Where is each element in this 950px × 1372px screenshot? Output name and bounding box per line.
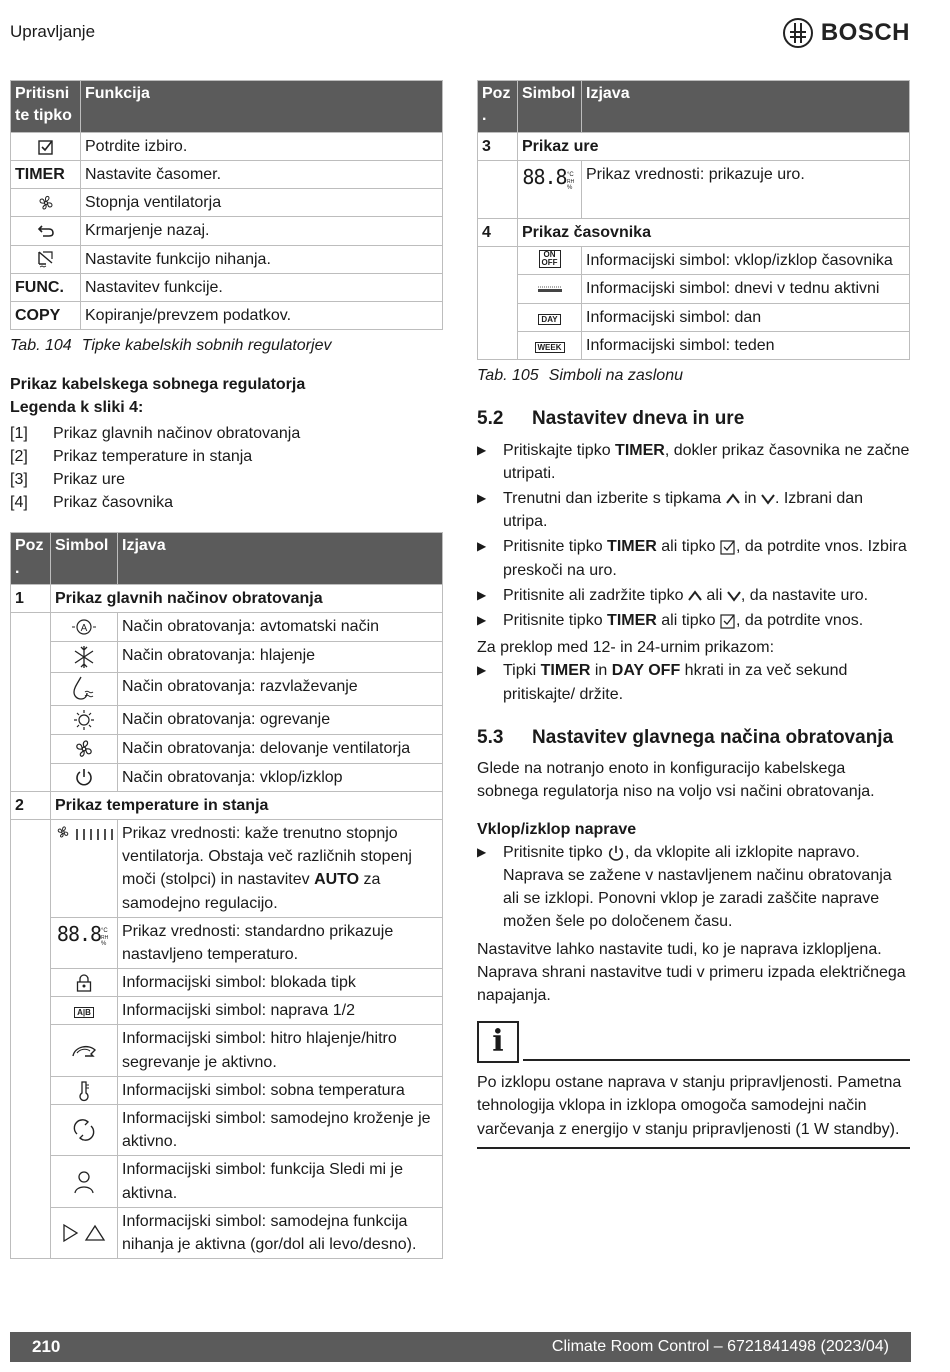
- table-row: Informacijski simbol: funkcija Sledi mi je aktivna.: [11, 1156, 443, 1207]
- table-row: Način obratovanja: hlajenje: [11, 641, 443, 672]
- table-row: Način obratovanja: razvlaževanje: [11, 672, 443, 705]
- list-item: [3] Prikaz ure: [10, 471, 126, 489]
- svg-text:%: %: [101, 941, 107, 948]
- week-icon: WEEK: [535, 342, 565, 353]
- table-row: WEEK Informacijski simbol: teden: [478, 331, 910, 359]
- group-title: Prikaz glavnih načinov obratovanja: [51, 585, 443, 613]
- function-cell: Nastavite funkcijo nihanja.: [81, 245, 443, 273]
- table-row: Informacijski simbol: samodejna funkcija nihanja je aktivna (gor/dol ali levo/desno).: [11, 1207, 443, 1258]
- table-row: [11, 273, 443, 301]
- col-header-pos: Poz .: [11, 533, 51, 585]
- auto-mode-icon: [71, 617, 97, 637]
- segment-display: 88.8: [56, 921, 102, 946]
- checkbox-icon: [720, 613, 736, 629]
- pos-cell: 1: [11, 585, 51, 613]
- chevron-down-icon: [761, 493, 775, 505]
- table-row: Informacijski simbol: dnevi v tednu aktivni: [478, 275, 910, 303]
- table-row: [11, 301, 443, 329]
- function-cell: Nastavitev funkcije.: [81, 273, 443, 301]
- info-text: Po izklopu ostane naprava v stanju pripravljenosti. Pametna tehnologija vklopa in izklopa omogoča samodejni način varčevanja z energijo v stanju pripravljenosti (1 W standby).: [477, 1071, 910, 1149]
- document-reference: Climate Room Control – 6721841498 (2023/04): [551, 1338, 889, 1356]
- col-header-function: Funkcija: [81, 81, 443, 133]
- key-cell: [11, 132, 81, 160]
- col-header-symbol: Simbol: [518, 81, 582, 133]
- key-cell: COPY: [11, 301, 81, 329]
- svg-text:°C: °C: [101, 928, 108, 935]
- table-row: Informacijski simbol: samodejno kroženje je aktivno.: [11, 1105, 443, 1156]
- table-row: Informacijski simbol: blokada tipk: [11, 969, 443, 997]
- function-cell: Stopnja ventilatorja: [81, 189, 443, 217]
- function-cell: Kopiranje/prevzem podatkov.: [81, 301, 443, 329]
- key-cell: [11, 245, 81, 273]
- svg-text:A: A: [80, 623, 88, 635]
- key-lock-icon: [75, 973, 93, 993]
- key-cell: FUNC.: [11, 273, 81, 301]
- table-row: [11, 160, 443, 188]
- snowflake-icon: [72, 644, 96, 670]
- section-5-3-heading: 5.3 Nastavitev glavnega načina obratovanja: [477, 726, 894, 748]
- table-105-caption: Tab. 105 Simboli na zaslonu: [477, 366, 683, 384]
- group-row: [11, 585, 443, 613]
- key-cell: TIMER: [11, 160, 81, 188]
- bullet-triangle-icon: ▶: [477, 491, 487, 506]
- table-row: Način obratovanja: delovanje ventilatorja: [11, 734, 443, 763]
- bullet-triangle-icon: ▶: [477, 612, 487, 627]
- device-ab-icon: A|B: [74, 1007, 94, 1018]
- group-row: [11, 791, 443, 819]
- chevron-up-icon: [688, 590, 702, 602]
- table-row: 88.8 °C RH % Prikaz vrednosti: prikazuje uro.: [478, 160, 910, 218]
- subheading: Vklop/izklop naprave: [477, 820, 637, 838]
- info-notice: [477, 1021, 910, 1149]
- clock-segment-display: 88.8: [522, 164, 567, 189]
- legend-subheading: Legenda k sliki 4:: [10, 399, 144, 417]
- legend-heading: Prikaz kabelskega sobnega regulatorja: [10, 376, 306, 394]
- list-item: ▶ Tipki TIMER in DAY OFF hkrati in za več sekund pritiskajte/ držite.: [477, 659, 910, 705]
- svg-text:°C: °C: [566, 171, 574, 178]
- group-title: Prikaz časovnika: [518, 218, 910, 246]
- section-5-2-heading: 5.2 Nastavitev dneva in ure: [477, 408, 745, 430]
- fan-level-bars-icon: [55, 825, 113, 843]
- table-104: [10, 80, 443, 330]
- bullet-triangle-icon: ▶: [477, 442, 487, 457]
- bullet-triangle-icon: ▶: [477, 663, 487, 678]
- list-item: ▶ Pritisnite tipko TIMER ali tipko , da potrdite vnos.: [477, 609, 910, 632]
- section-5-2-steps: [477, 439, 910, 633]
- paragraph: Glede na notranjo enoto in konfiguracijo kabelskega sobnega regulatorja niso na voljo vsi načini obratovanja.: [477, 760, 875, 801]
- table-104-caption: Tab. 104 Tipke kabelskih sobnih regulatorjev: [10, 337, 332, 355]
- table-row: [11, 819, 443, 917]
- timer-on-off-icon: ON OFF: [539, 250, 561, 268]
- function-cell: Nastavite časomer.: [81, 160, 443, 188]
- list-item: ▶ Trenutni dan izberite s tipkama in . Izbrani dan utripa.: [477, 487, 910, 533]
- auto-circulation-icon: [72, 1118, 96, 1142]
- swing-icon: [36, 249, 56, 269]
- page-footer: [10, 1332, 911, 1362]
- dehumidify-icon: [71, 675, 97, 703]
- list-item: [2] Prikaz temperature in stanja: [10, 447, 253, 465]
- list-item: ▶ Pritisnite ali zadržite tipko ali , da nastavite uro.: [477, 584, 910, 607]
- pos-cell: 4: [478, 218, 518, 246]
- table-row: Informacijski simbol: hitro hlajenje/hitro segrevanje je aktivno.: [11, 1025, 443, 1076]
- bosch-armature-icon: [783, 18, 813, 48]
- paragraph: Nastavitve lahko nastavite tudi, ko je naprava izklopljena. Naprava shrani nastavitve tudi v primeru izpada električnega napajanja.: [477, 940, 906, 1004]
- key-cell: [11, 217, 81, 245]
- table-row: [11, 245, 443, 273]
- list-item: ▶ Pritiskajte tipko TIMER, dokler prikaz časovnika ne začne utripati.: [477, 439, 910, 485]
- day-icon: DAY: [538, 314, 560, 325]
- chevron-up-icon: [726, 493, 740, 505]
- col-header-statement: Izjava: [118, 533, 443, 585]
- auto-swing-icon: [61, 1222, 107, 1244]
- table-row: [11, 132, 443, 160]
- pos-cell: 2: [11, 791, 51, 819]
- bullet-triangle-icon: ▶: [477, 539, 487, 554]
- function-cell: Potrdite izbiro.: [81, 132, 443, 160]
- table-row: Informacijski simbol: sobna temperatura: [11, 1076, 443, 1104]
- checkbox-icon: [38, 139, 54, 155]
- fan-level-text: Prikaz vrednosti: kaže trenutno stopnjo ventilatorja. Obstaja več različnih stopenj moči (stolpci) in nastavitev AUTO za samodejno regulacijo.: [118, 819, 443, 917]
- section-title: Upravljanje: [10, 22, 96, 41]
- table-row: Način obratovanja: ogrevanje: [11, 705, 443, 734]
- group-row: [478, 132, 910, 160]
- table-row: A|B Informacijski simbol: naprava 1/2: [11, 997, 443, 1025]
- legend-block: [10, 373, 443, 514]
- svg-text:%: %: [566, 184, 572, 191]
- left-column: [10, 80, 443, 1259]
- unit-indicator-icon: [101, 925, 111, 947]
- table-105: [477, 80, 910, 360]
- weekdays-icon: [537, 285, 563, 293]
- follow-me-person-icon: [73, 1170, 95, 1194]
- col-header-pos: Poz .: [478, 81, 518, 133]
- thermometer-icon: [76, 1080, 92, 1102]
- group-title: Prikaz ure: [518, 132, 910, 160]
- table-row: A Način obratovanja: avtomatski način: [11, 613, 443, 641]
- fan-mode-icon: [72, 737, 96, 761]
- group-row: [478, 218, 910, 246]
- list-item: [4] Prikaz časovnika: [10, 494, 174, 512]
- key-cell: [11, 189, 81, 217]
- table-row: [11, 189, 443, 217]
- table-row: DAY Informacijski simbol: dan: [478, 303, 910, 331]
- table-row: 88.8 °C RH % Prikaz vrednosti: standardno prikazuje nastavljeno temperaturo.: [11, 917, 443, 968]
- turbo-icon: [71, 1042, 97, 1060]
- info-icon: i: [477, 1021, 519, 1063]
- back-arrow-icon: [37, 223, 55, 239]
- chevron-down-icon: [727, 590, 741, 602]
- group-title: Prikaz temperature in stanja: [51, 791, 443, 819]
- legend-list: [10, 422, 443, 515]
- unit-indicator-icon: [567, 169, 577, 191]
- sun-heating-icon: [72, 708, 96, 732]
- svg-text:RH: RH: [566, 178, 574, 185]
- bosch-logo: [783, 16, 910, 51]
- table-row: [11, 217, 443, 245]
- bullet-triangle-icon: ▶: [477, 844, 487, 859]
- power-icon: [74, 767, 94, 787]
- brand-name: BOSCH: [820, 19, 910, 46]
- list-item: [1] Prikaz glavnih načinov obratovanja: [10, 424, 301, 442]
- col-header-key: Pritisni te tipko: [11, 81, 81, 133]
- col-header-statement: Izjava: [582, 81, 910, 133]
- list-item: ▶ Pritisnite tipko TIMER ali tipko , da potrdite vnos. Izbira preskoči na uro.: [477, 535, 910, 581]
- page-number: 210: [32, 1336, 61, 1356]
- table-row: ON OFF Informacijski simbol: vklop/izklop časovnika: [478, 247, 910, 275]
- power-icon: [607, 844, 625, 862]
- pos-cell: 3: [478, 132, 518, 160]
- function-cell: Krmarjenje nazaj.: [81, 217, 443, 245]
- fan-icon: [36, 194, 56, 212]
- paragraph: Za preklop med 12- in 24-urnim prikazom:: [477, 639, 775, 657]
- symbols-table-left: [10, 532, 443, 1259]
- svg-text:RH: RH: [101, 935, 109, 942]
- checkbox-icon: [720, 539, 736, 555]
- list-item: ▶ Pritisnite tipko , da vklopite ali izklopite napravo. Naprava se zažene v nastavljenem načinu obratovanja ali se izklopi. Ponovni vklop je zaradi zaščite naprave možen šele po določenem času.: [477, 841, 910, 934]
- table-row: Način obratovanja: vklop/izklop: [11, 763, 443, 791]
- right-column: [477, 80, 910, 1149]
- bullet-triangle-icon: ▶: [477, 587, 487, 602]
- col-header-symbol: Simbol: [51, 533, 118, 585]
